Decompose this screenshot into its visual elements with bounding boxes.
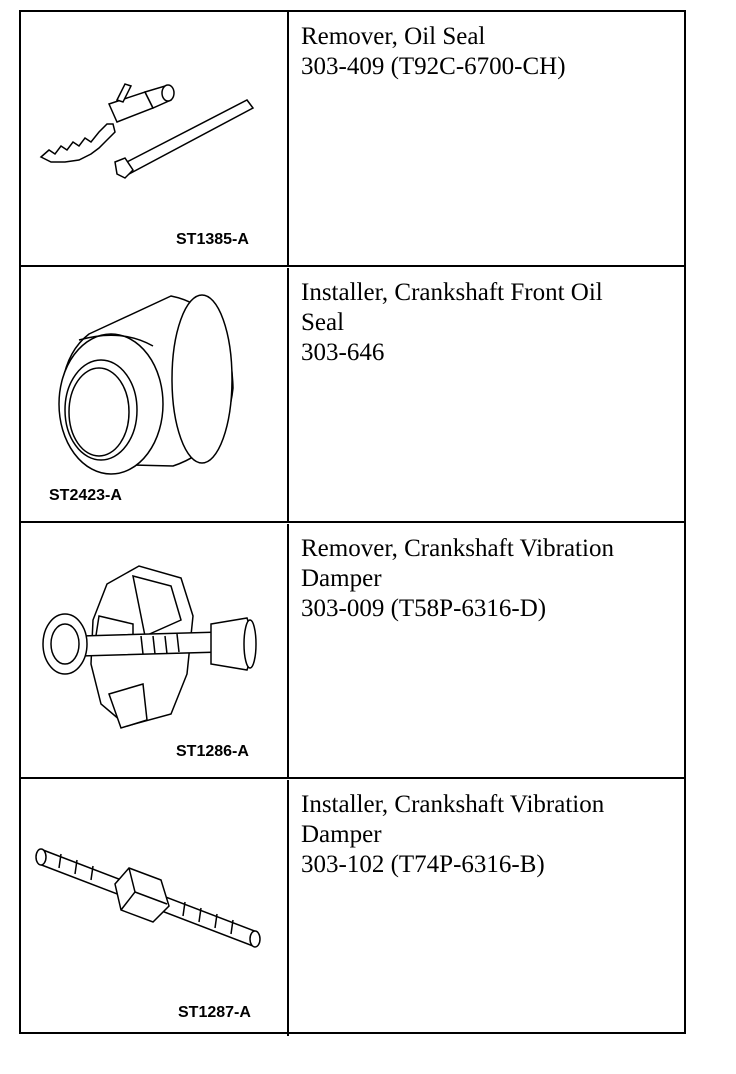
tool-name-continued: Seal [301, 309, 345, 336]
vibration-damper-remover-icon [21, 524, 287, 779]
tool-name: Remover, Crankshaft Vibration [301, 535, 614, 562]
table-row [21, 524, 684, 779]
illustration-cell [21, 268, 289, 521]
oil-seal-installer-icon [21, 268, 287, 523]
illustration-code: ST1286-A [176, 743, 249, 760]
tool-part-number: 303-009 (T58P-6316-D) [301, 595, 547, 622]
tool-part-number: 303-102 (T74P-6316-B) [301, 851, 545, 878]
illustration-code: ST1385-A [176, 231, 249, 248]
tool-part-number: 303-646 [301, 339, 385, 366]
illustration-cell [21, 12, 289, 265]
table-row [21, 780, 684, 1036]
illustration-code: ST1287-A [178, 1004, 251, 1021]
table-row [21, 12, 684, 267]
tool-description [289, 268, 684, 521]
oil-seal-remover-icon [21, 12, 287, 267]
vibration-damper-installer-icon [21, 780, 287, 1035]
tool-name: Installer, Crankshaft Vibration [301, 791, 605, 818]
tool-description [289, 780, 684, 1036]
illustration-cell [21, 524, 289, 777]
tool-name: Remover, Oil Seal [301, 23, 486, 50]
tool-part-number: 303-409 (T92C-6700-CH) [301, 53, 566, 80]
illustration-cell [21, 780, 289, 1036]
table-row [21, 268, 684, 523]
illustration-code: ST2423-A [49, 487, 122, 504]
tool-name: Installer, Crankshaft Front Oil [301, 279, 603, 306]
tool-description [289, 12, 684, 265]
special-tools-table [19, 10, 686, 1034]
tool-name-continued: Damper [301, 821, 382, 848]
tool-description [289, 524, 684, 777]
tool-name-continued: Damper [301, 565, 382, 592]
